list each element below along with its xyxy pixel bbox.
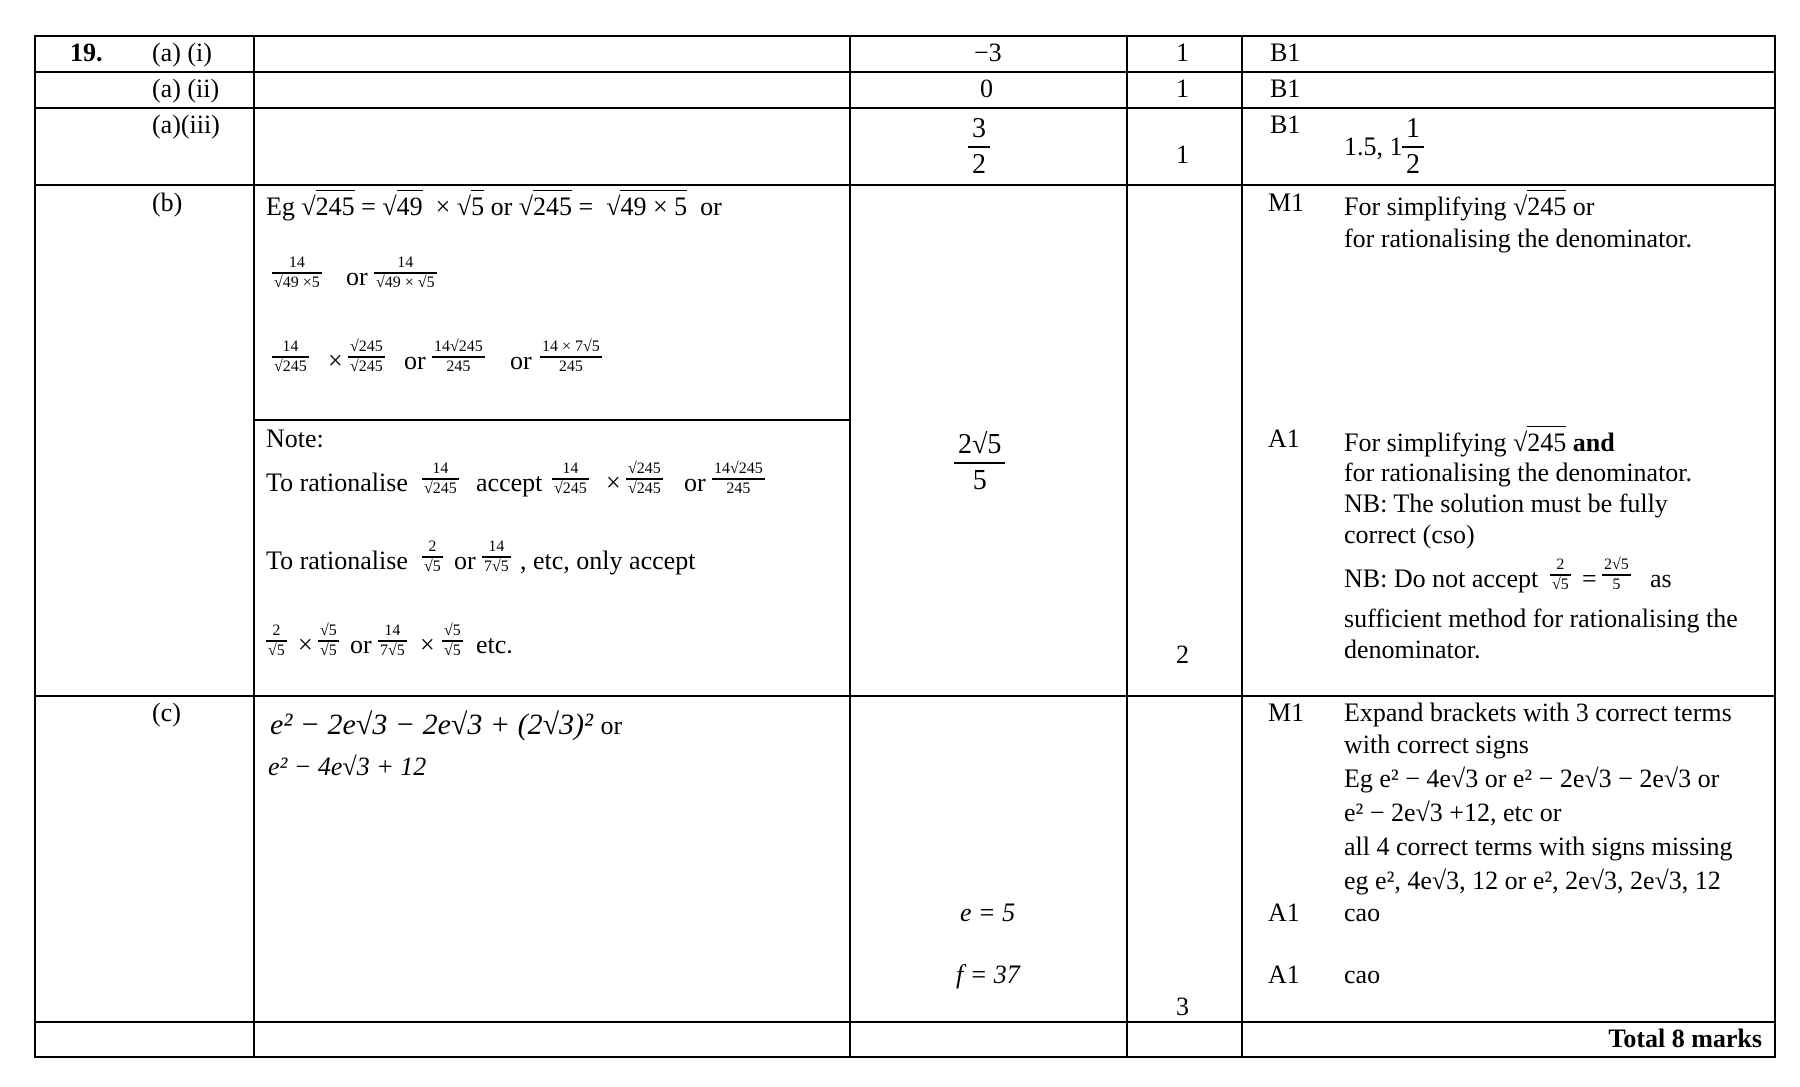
note-text: × bbox=[298, 630, 313, 659]
working-text: × bbox=[435, 192, 451, 221]
note-label: Note: bbox=[266, 424, 324, 453]
denominator: 7√5 bbox=[484, 557, 509, 575]
guidance-fragment: For simplifying bbox=[1344, 192, 1507, 221]
mark: 1 bbox=[1176, 140, 1189, 169]
working-fraction bbox=[374, 254, 437, 292]
note-text: accept bbox=[476, 468, 543, 497]
numerator: √245 bbox=[628, 460, 661, 477]
numerator: 14 × 7√5 bbox=[542, 338, 600, 355]
grid-line bbox=[34, 695, 1776, 697]
grid-line bbox=[1241, 35, 1243, 1058]
guidance-fragment: and bbox=[1572, 428, 1615, 457]
guidance-text: with correct signs bbox=[1344, 730, 1529, 759]
grid-line bbox=[849, 35, 851, 1058]
numerator: 14 bbox=[488, 538, 505, 555]
numerator: 2√5 bbox=[1604, 556, 1629, 573]
note-text: To rationalise bbox=[266, 546, 408, 575]
part-label: (c) bbox=[152, 698, 181, 727]
answer-fraction bbox=[954, 428, 1005, 498]
note-fraction bbox=[442, 622, 463, 660]
note-fraction bbox=[378, 622, 407, 660]
numerator: 14 bbox=[288, 254, 305, 271]
part-label: (a) (ii) bbox=[152, 74, 220, 103]
working-line: Eg √245 = √49 × √5 or √245 = √49 × 5 or bbox=[266, 192, 722, 221]
guidance-text: cao bbox=[1344, 960, 1381, 989]
mark: 1 bbox=[1176, 38, 1189, 67]
numerator: 1 bbox=[1406, 113, 1420, 144]
guidance-text: denominator. bbox=[1344, 635, 1481, 664]
grid-line bbox=[34, 35, 36, 1058]
answer: 0 bbox=[980, 74, 993, 103]
radicand: 245 bbox=[1527, 428, 1567, 457]
note-text: etc. bbox=[476, 630, 513, 659]
total-marks: Total 8 marks bbox=[1608, 1024, 1762, 1053]
note-fraction bbox=[482, 538, 511, 576]
guidance-text: Expand brackets with 3 correct terms bbox=[1344, 698, 1732, 727]
guidance-text: for rationalising the denominator. bbox=[1344, 224, 1693, 253]
guidance-text: For simplifying √245 or bbox=[1344, 192, 1595, 221]
answer-fraction bbox=[968, 112, 990, 182]
numerator: 2 bbox=[1556, 556, 1565, 573]
grid-line bbox=[34, 1021, 1776, 1023]
denominator: 2 bbox=[972, 149, 986, 180]
working-fraction bbox=[348, 338, 385, 376]
note-fraction bbox=[626, 460, 663, 498]
working-text: or bbox=[490, 192, 513, 221]
note-fraction bbox=[266, 622, 287, 660]
numerator: 14 bbox=[384, 622, 401, 639]
numerator: 14 bbox=[432, 460, 449, 477]
guidance-fraction bbox=[1602, 556, 1631, 594]
mark-code: M1 bbox=[1268, 698, 1305, 727]
guidance-text: NB: The solution must be fully bbox=[1344, 489, 1668, 518]
grid-line bbox=[1126, 35, 1128, 1058]
grid-line bbox=[34, 35, 1776, 37]
denominator: √5 bbox=[424, 557, 441, 575]
numerator: √245 bbox=[350, 338, 383, 355]
working-text: = bbox=[578, 192, 594, 221]
numerator: 14 bbox=[562, 460, 579, 477]
radicand: 245 bbox=[533, 192, 573, 221]
working-text: or bbox=[510, 346, 532, 375]
grid-line bbox=[34, 71, 1776, 73]
working-text: Eg bbox=[266, 192, 295, 221]
denominator: 245 bbox=[446, 357, 471, 375]
answer: −3 bbox=[974, 38, 1002, 67]
guidance-text: as bbox=[1650, 564, 1672, 593]
denominator: 2 bbox=[1406, 149, 1420, 180]
working-fraction bbox=[540, 338, 602, 376]
part-label: (b) bbox=[152, 188, 183, 217]
numerator: 3 bbox=[972, 113, 986, 144]
note-text: or bbox=[350, 630, 372, 659]
radicand: 245 bbox=[315, 192, 355, 221]
mark-code: M1 bbox=[1268, 188, 1305, 217]
working-text: or bbox=[346, 262, 368, 291]
mark: 3 bbox=[1176, 992, 1189, 1021]
note-text: or bbox=[684, 468, 706, 497]
numerator: 14 bbox=[397, 254, 414, 271]
part-label: (a) (i) bbox=[152, 38, 212, 67]
working-text: e² − 4e√3 + 12 bbox=[268, 752, 427, 781]
denominator: √5 bbox=[268, 641, 285, 659]
mark-code: A1 bbox=[1268, 424, 1300, 453]
guidance-text: = bbox=[1582, 564, 1597, 593]
working-text bbox=[270, 708, 622, 743]
working-fraction bbox=[272, 338, 309, 376]
denominator: √49 × √5 bbox=[376, 273, 435, 291]
numerator: 2 bbox=[272, 622, 281, 639]
denominator: √245 bbox=[274, 357, 307, 375]
note-fraction bbox=[1402, 112, 1424, 182]
answer: e = 5 bbox=[960, 898, 1016, 927]
note-text: × bbox=[606, 468, 621, 497]
denominator: √5 bbox=[1552, 575, 1569, 593]
note-text: 1.5, 1 bbox=[1344, 132, 1403, 161]
guidance-fraction bbox=[1550, 556, 1571, 594]
grid-line bbox=[1774, 35, 1776, 1058]
denominator: 7√5 bbox=[380, 641, 405, 659]
denominator: √245 bbox=[424, 479, 457, 497]
working-text: or bbox=[700, 192, 722, 221]
answer: f = 37 bbox=[956, 960, 1020, 989]
note-fraction bbox=[422, 538, 443, 576]
grid-line bbox=[253, 35, 255, 1058]
grid-line bbox=[253, 419, 851, 421]
guidance-text: for rationalising the denominator. bbox=[1344, 458, 1693, 487]
denominator: √5 bbox=[320, 641, 337, 659]
numerator: 2√5 bbox=[958, 429, 1002, 460]
note-text: × bbox=[420, 630, 435, 659]
denominator: √49 ×5 bbox=[274, 273, 320, 291]
guidance-text: NB: Do not accept bbox=[1344, 564, 1539, 593]
mark-code: B1 bbox=[1270, 110, 1301, 139]
denominator: 5 bbox=[1612, 575, 1621, 593]
guidance-text: cao bbox=[1344, 898, 1381, 927]
working-fragment: or bbox=[600, 711, 623, 740]
mark-code: A1 bbox=[1268, 960, 1300, 989]
grid-line bbox=[34, 184, 1776, 186]
radicand: 49 × 5 bbox=[620, 192, 688, 221]
guidance-text: For simplifying √245 and bbox=[1344, 428, 1615, 457]
part-label: (a)(iii) bbox=[152, 110, 220, 139]
radicand: 245 bbox=[1527, 192, 1567, 221]
working-text: = bbox=[361, 192, 376, 221]
note-text: or bbox=[454, 546, 476, 575]
working-text: × bbox=[328, 346, 343, 375]
note-fraction bbox=[422, 460, 459, 498]
numerator: 14 bbox=[282, 338, 299, 355]
numerator: √5 bbox=[444, 622, 461, 639]
numerator: 2 bbox=[428, 538, 437, 555]
working-fraction bbox=[432, 338, 485, 376]
note-fraction bbox=[552, 460, 589, 498]
guidance-fragment: or bbox=[1572, 192, 1595, 221]
guidance-text: correct (cso) bbox=[1344, 520, 1475, 549]
numerator: 14√245 bbox=[434, 338, 483, 355]
guidance-text: eg e², 4e√3, 12 or e², 2e√3, 2e√3, 12 bbox=[1344, 866, 1721, 895]
guidance-text: Eg e² − 4e√3 or e² − 2e√3 − 2e√3 or bbox=[1344, 764, 1720, 793]
note-fraction bbox=[318, 622, 339, 660]
guidance-fragment: For simplifying bbox=[1344, 428, 1507, 457]
radicand: 5 bbox=[471, 192, 485, 221]
denominator: √5 bbox=[444, 641, 461, 659]
denominator: 5 bbox=[972, 465, 987, 496]
note-fraction bbox=[712, 460, 765, 498]
guidance-text: sufficient method for rationalising the bbox=[1344, 604, 1738, 633]
working-fraction bbox=[272, 254, 322, 292]
denominator: 245 bbox=[726, 479, 751, 497]
mark-code: B1 bbox=[1270, 38, 1301, 67]
denominator: 245 bbox=[558, 357, 583, 375]
denominator: √245 bbox=[554, 479, 587, 497]
mark: 2 bbox=[1176, 640, 1189, 669]
radicand: 49 bbox=[396, 192, 423, 221]
note-text: To rationalise bbox=[266, 468, 408, 497]
denominator: √245 bbox=[350, 357, 383, 375]
working-expression: e² − 2e√3 − 2e√3 + (2√3)² bbox=[270, 708, 594, 741]
mark-code: A1 bbox=[1268, 898, 1300, 927]
mark-code: B1 bbox=[1270, 74, 1301, 103]
mark: 1 bbox=[1176, 74, 1189, 103]
guidance-text: all 4 correct terms with signs missing bbox=[1344, 832, 1733, 861]
grid-line bbox=[34, 107, 1776, 109]
grid-line bbox=[34, 1056, 1776, 1058]
numerator: 14√245 bbox=[714, 460, 763, 477]
guidance-text: e² − 2e√3 +12, etc or bbox=[1344, 798, 1562, 827]
denominator: √245 bbox=[628, 479, 661, 497]
numerator: √5 bbox=[320, 622, 337, 639]
working-text: or bbox=[404, 346, 426, 375]
note-text: , etc, only accept bbox=[520, 546, 696, 575]
question-number: 19. bbox=[70, 38, 103, 67]
